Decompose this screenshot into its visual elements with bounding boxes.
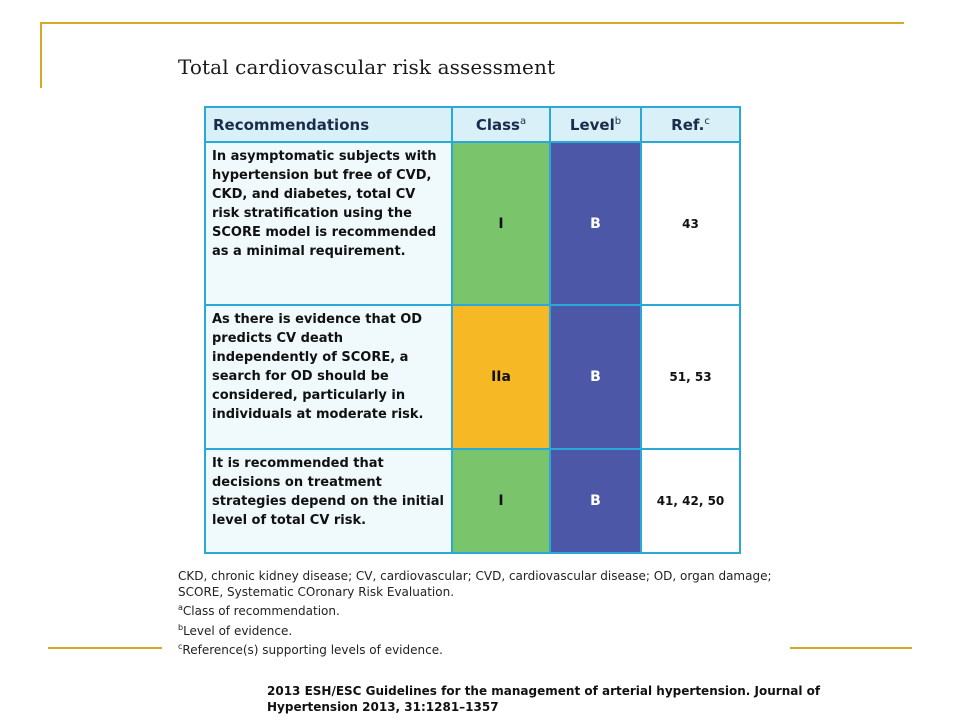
bottom-right-accent-line bbox=[790, 647, 912, 649]
header-class: Class$^a$ bbox=[452, 107, 550, 142]
recommendation-text: In asymptomatic subjects with hypertension but free of CVD, CKD, and diabetes, total CV risk stratification using the SCORE model is recommended as a minimal requirement. bbox=[205, 142, 452, 305]
footnote-b: $^b$Level of evidence. bbox=[178, 622, 293, 638]
recommendation-text: It is recommended that decisions on treatment strategies depend on the initial level of total CV risk. bbox=[205, 449, 452, 553]
table-row bbox=[205, 142, 740, 305]
table-header-row bbox=[205, 107, 740, 142]
recommendation-text: As there is evidence that OD predicts CV death independently of SCORE, a search for OD should be considered, particularly in individuals at moderate risk. bbox=[205, 305, 452, 449]
level-cell: B bbox=[550, 142, 641, 305]
top-accent-line bbox=[40, 22, 904, 24]
citation: 2013 ESH/ESC Guidelines for the management of arterial hypertension. Journal of Hypertension 2013, 31:1281–1357 bbox=[267, 684, 821, 714]
table-row bbox=[205, 305, 740, 449]
recommendations-table bbox=[204, 106, 741, 554]
bottom-left-accent-line bbox=[48, 647, 162, 649]
header-recommendations: Recommendations bbox=[205, 107, 452, 142]
footnote-a: $^a$Class of recommendation. bbox=[178, 603, 340, 618]
table-row bbox=[205, 449, 740, 553]
header-ref: Ref.$^c$ bbox=[641, 107, 740, 142]
page-title: Total cardiovascular risk assessment bbox=[178, 55, 556, 79]
ref-cell: 51, 53 bbox=[641, 305, 740, 449]
level-cell: B bbox=[550, 305, 641, 449]
footnotes bbox=[178, 569, 778, 659]
class-cell: I bbox=[452, 449, 550, 553]
ref-cell: 41, 42, 50 bbox=[641, 449, 740, 553]
footnote-c: $^c$Reference(s) supporting levels of evidence. bbox=[178, 642, 443, 657]
ref-cell: 43 bbox=[641, 142, 740, 305]
footnote-abbreviations: CKD, chronic kidney disease; CV, cardiovascular; CVD, cardiovascular disease; OD, organ damage; SCORE, Systematic COronary Risk Evaluation. bbox=[178, 569, 772, 599]
left-accent-line bbox=[40, 22, 42, 88]
header-level: Level$^b$ bbox=[550, 107, 641, 142]
class-cell: IIa bbox=[452, 305, 550, 449]
class-cell: I bbox=[452, 142, 550, 305]
level-cell: B bbox=[550, 449, 641, 553]
